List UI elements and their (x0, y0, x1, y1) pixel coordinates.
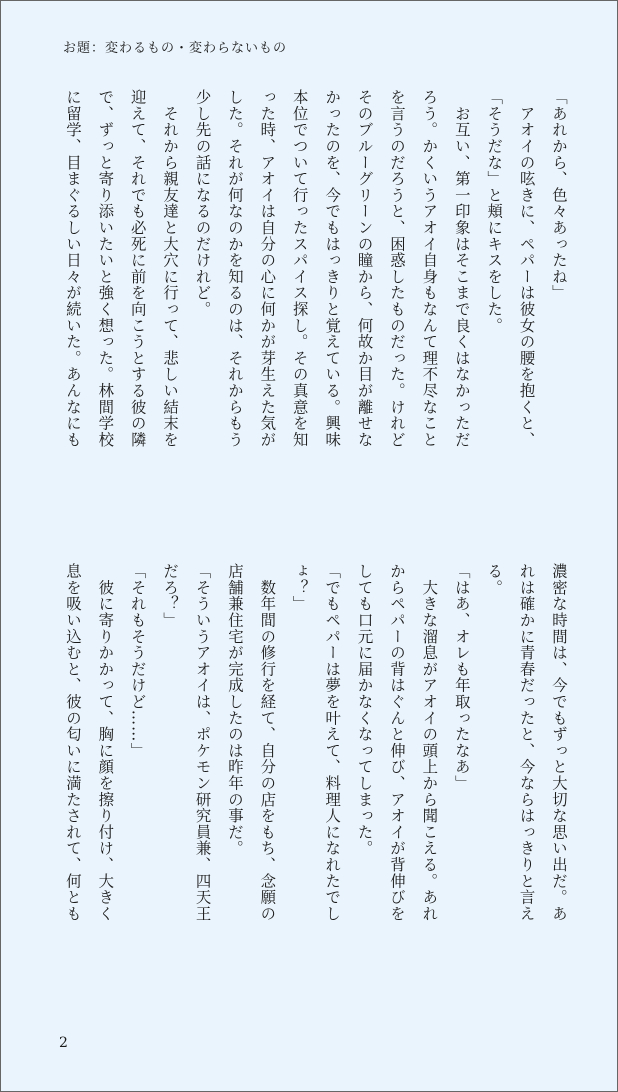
text-line: お互い、第一印象はそこまで良くはなかっただ (452, 89, 471, 448)
page-header-title: お題：変わるもの・変わらないもの (63, 41, 288, 56)
text-line: 彼に寄りかかって、胸に顔を擦り付け、大きく (96, 563, 115, 922)
text-line: 息を吸い込むと、彼の匂いに満たされて、何とも (63, 563, 82, 922)
text-line: 迎えて、それでも必死に前を向こうとする彼の隣 (128, 89, 147, 448)
text-line: った時、アオイは自分の心に何かが芽生えた気が (258, 89, 277, 448)
text-line: からペパーの背はぐんと伸び、アオイが背伸びを (387, 563, 406, 922)
text-line: 数年間の修行を経て、自分の店をもち、念願の (258, 563, 277, 922)
text-line: に留学、目まぐるしい日々が続いた。あんなにも (63, 89, 82, 448)
text-line: 本位でついて行ったスパイス探し。その真意を知 (290, 89, 309, 448)
text-line: それから親友達と大穴に行って、悲しい結末を (161, 89, 180, 448)
text-line: 「そうだな」と頬にキスをした。 (485, 89, 504, 334)
text-line: 大きな溜息がアオイの頭上から聞こえる。あれ (420, 563, 439, 922)
text-line: そのブルーグリーンの瞳から、何故か目が離せな (355, 89, 374, 448)
text-line: しても口元に届かなくなってしまった。 (355, 563, 374, 857)
text-line: かったのを、今でもはっきりと覚えている。興味 (323, 89, 342, 448)
page-number: 2 (59, 1035, 68, 1051)
text-line: で、ずっと寄り添いたいと強く想った。林間学校 (96, 89, 115, 448)
text-line: した。それが何なのかを知るのは、それからもう (225, 89, 244, 448)
text-line: れは確かに青春だったと、今ならはっきりと言え (517, 563, 536, 922)
text-line: 「でもペパーは夢を叶えて、料理人になれたでし (323, 563, 342, 922)
text-line: だろ？」 (161, 563, 180, 629)
text-block-top (63, 89, 575, 521)
text-line: る。 (485, 563, 504, 596)
text-line: 少し先の話になるのだけれど。 (193, 89, 212, 318)
text-line: を言うのだろうと、困惑したものだった。けれど (387, 89, 406, 448)
text-line: 濃密な時間は、今でもずっと大切な思い出だ。あ (550, 563, 568, 922)
text-line: ろう。かくいうアオイ自身もなんて理不尽なこと (420, 89, 439, 448)
text-line: ょ？」 (290, 563, 309, 612)
text-line: 「あれから、色々あったね」 (550, 89, 568, 301)
text-line: 「はあ、オレも年取ったなあ」 (452, 563, 471, 792)
text-line: 「それもそうだけど……」 (128, 563, 147, 759)
text-line: 「そういうアオイは、ポケモン研究員兼、四天王 (193, 563, 212, 922)
text-line: 店舗兼住宅が完成したのは昨年の事だ。 (225, 563, 244, 857)
text-block-bottom (63, 563, 575, 995)
text-line: アオイの呟きに、ペパーは彼女の腰を抱くと、 (517, 89, 536, 448)
